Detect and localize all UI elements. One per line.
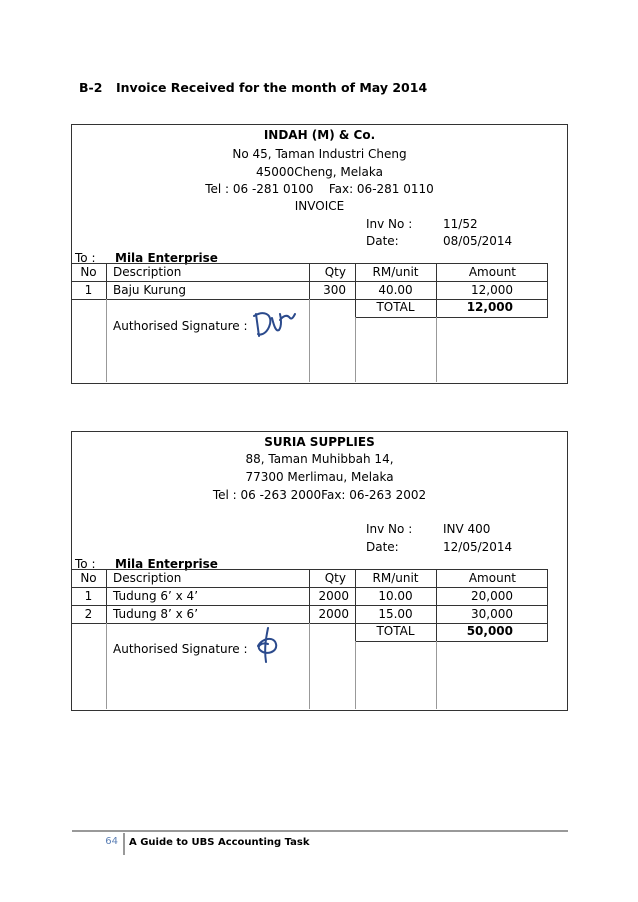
footer-title: A Guide to UBS Accounting Task (129, 837, 310, 848)
cell-no: 2 (84, 607, 93, 621)
inv-no-label: Inv No : (366, 217, 413, 231)
inv-no-value: 11/52 (443, 217, 478, 231)
col-header-qty: Qty (324, 265, 346, 279)
to-label: To : (75, 251, 96, 265)
signature-mark (250, 306, 298, 342)
company-name: SURIA SUPPLIES (264, 435, 375, 449)
footer-divider (123, 833, 125, 855)
table-line (309, 299, 310, 382)
date-label: Date: (366, 234, 399, 248)
address-line-1: 88, Taman Muhibbah 14, (245, 452, 394, 466)
col-header-amount: Amount (468, 571, 516, 585)
col-header-qty: Qty (324, 571, 346, 585)
cell-no: 1 (84, 589, 93, 603)
company-name: INDAH (M) & Co. (263, 128, 376, 142)
signature-label: Authorised Signature : (113, 642, 248, 656)
cell-unit: 10.00 (378, 589, 413, 603)
col-header-description: Description (113, 265, 182, 279)
cell-no: 1 (84, 283, 93, 297)
address-line-1: No 45, Taman Industri Cheng (232, 147, 407, 161)
cell-qty: 300 (323, 283, 346, 297)
phone-line: Tel : 06 -281 0100 Fax: 06-281 0110 (205, 182, 434, 196)
cell-qty: 2000 (318, 589, 349, 603)
to-label: To : (75, 557, 96, 571)
table-line (547, 263, 548, 317)
cell-description: Baju Kurung (113, 283, 186, 297)
cell-unit: 15.00 (378, 607, 413, 621)
signature-mark (252, 624, 284, 666)
col-header-description: Description (113, 571, 182, 585)
section-title: Invoice Received for the month of May 2014 (116, 80, 428, 95)
total-amount: 50,000 (466, 624, 513, 638)
col-header-no: No (80, 265, 97, 279)
inv-no-label: Inv No : (366, 522, 413, 536)
cell-description: Tudung 6’ x 4’ (113, 589, 199, 603)
address-line-2: 77300 Merlimau, Melaka (245, 470, 394, 484)
to-name: Mila Enterprise (115, 557, 218, 571)
phone-line: Tel : 06 -263 2000Fax: 06-263 2002 (212, 488, 427, 502)
table-line (436, 317, 437, 382)
col-header-no: No (80, 571, 97, 585)
page-number: 64 (105, 836, 118, 847)
table-line (547, 569, 548, 641)
inv-no-value: INV 400 (443, 522, 491, 536)
cell-amount: 12,000 (471, 283, 513, 297)
table-line (106, 299, 107, 382)
table-line (106, 623, 107, 709)
address-line-2: 45000Cheng, Melaka (256, 165, 383, 179)
doc-type: INVOICE (294, 199, 345, 213)
date-value: 12/05/2014 (443, 540, 513, 554)
footer-rule (72, 830, 568, 832)
total-amount: 12,000 (466, 300, 513, 314)
date-label: Date: (366, 540, 399, 554)
cell-description: Tudung 8’ x 6’ (113, 607, 199, 621)
to-name: Mila Enterprise (115, 251, 218, 265)
section-code: B-2 (79, 80, 103, 95)
col-header-unit: RM/unit (372, 265, 419, 279)
cell-amount: 20,000 (471, 589, 513, 603)
cell-amount: 30,000 (471, 607, 513, 621)
table-line (106, 569, 107, 623)
table-line (355, 641, 548, 642)
table-line (106, 263, 107, 299)
cell-qty: 2000 (318, 607, 349, 621)
table-line (355, 317, 548, 318)
table-line (355, 317, 356, 382)
col-header-amount: Amount (468, 265, 516, 279)
table-line (355, 641, 356, 709)
table-line (309, 623, 310, 709)
table-line (436, 641, 437, 709)
total-label: TOTAL (376, 300, 415, 314)
signature-label: Authorised Signature : (113, 319, 248, 333)
cell-unit: 40.00 (378, 283, 413, 297)
total-label: TOTAL (376, 624, 415, 638)
date-value: 08/05/2014 (443, 234, 513, 248)
col-header-unit: RM/unit (372, 571, 419, 585)
